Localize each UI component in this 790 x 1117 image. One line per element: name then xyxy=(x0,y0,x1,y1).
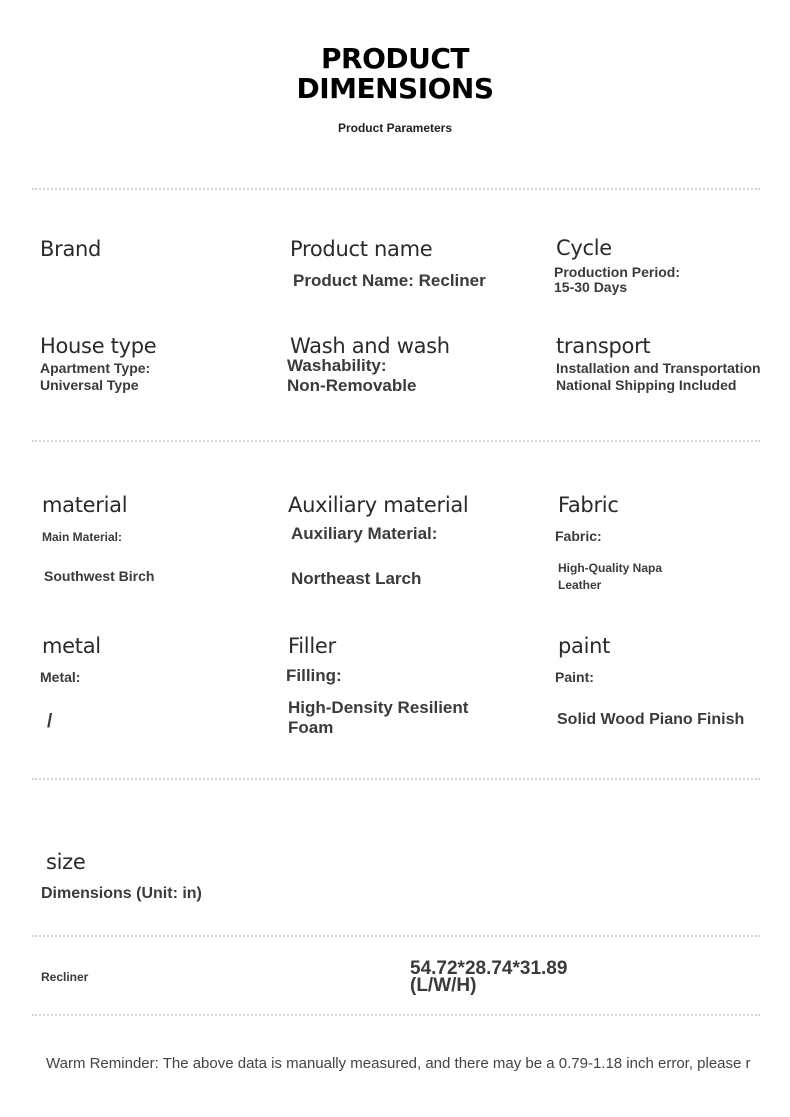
divider xyxy=(32,188,760,190)
house-type-value-line1: Apartment Type: xyxy=(40,360,151,376)
paint-sublabel: Paint: xyxy=(555,669,594,685)
cycle-value-line1: Production Period: xyxy=(554,264,680,280)
metal-value: / xyxy=(47,711,53,732)
metal-label: metal xyxy=(42,634,101,658)
size-label: size xyxy=(46,850,86,874)
divider xyxy=(32,440,760,442)
fabric-label: Fabric xyxy=(558,493,619,517)
product-name-label: Product name xyxy=(290,237,433,261)
filler-label: Filler xyxy=(288,634,336,658)
wash-value-line2: Non-Removable xyxy=(287,376,417,395)
divider xyxy=(32,935,760,937)
house-type-value-line2: Universal Type xyxy=(40,377,139,393)
warm-reminder: Warm Reminder: The above data is manually measured, and there may be a 0.79-1.18 inch error, please r xyxy=(46,1055,751,1072)
cycle-value-line2: 15-30 Days xyxy=(554,279,628,295)
cycle-label: Cycle xyxy=(556,236,612,260)
size-row-dims-line2: (L/W/H) xyxy=(410,975,477,996)
paint-value: Solid Wood Piano Finish xyxy=(557,711,745,728)
transport-value-line2: National Shipping Included xyxy=(556,377,737,393)
transport-label: transport xyxy=(556,334,651,358)
auxiliary-material-label: Auxiliary material xyxy=(288,493,469,517)
metal-sublabel: Metal: xyxy=(40,669,81,685)
paint-label: paint xyxy=(558,634,611,658)
filler-value-line2: Foam xyxy=(288,718,334,737)
fabric-value-line1: High-Quality Napa xyxy=(558,561,663,575)
divider xyxy=(32,1014,760,1016)
page-subtitle: Product Parameters xyxy=(337,121,453,135)
auxiliary-material-sublabel: Auxiliary Material: xyxy=(291,524,438,543)
filler-sublabel: Filling: xyxy=(286,666,342,685)
fabric-value-line2: Leather xyxy=(558,578,602,592)
brand-label: Brand xyxy=(40,237,102,261)
size-sublabel: Dimensions (Unit: in) xyxy=(41,885,202,902)
fabric-sublabel: Fabric: xyxy=(555,528,602,544)
transport-value-line1: Installation and Transportation xyxy=(556,360,761,376)
size-row-dims-line1: 54.72*28.74*31.89 xyxy=(410,958,568,979)
page-title-line1: PRODUCT xyxy=(320,42,469,75)
house-type-label: House type xyxy=(40,334,157,358)
wash-label: Wash and wash xyxy=(290,334,450,358)
material-sublabel: Main Material: xyxy=(42,530,123,544)
wash-value-line1: Washability: xyxy=(287,356,387,375)
product-name-value: Product Name: Recliner xyxy=(293,271,486,290)
divider xyxy=(32,778,760,780)
size-row-name: Recliner xyxy=(41,970,89,984)
page-title-line2: DIMENSIONS xyxy=(296,72,494,105)
material-label: material xyxy=(42,493,128,517)
material-value: Southwest Birch xyxy=(44,568,155,584)
filler-value-line1: High-Density Resilient xyxy=(288,698,469,717)
auxiliary-material-value: Northeast Larch xyxy=(291,569,422,588)
